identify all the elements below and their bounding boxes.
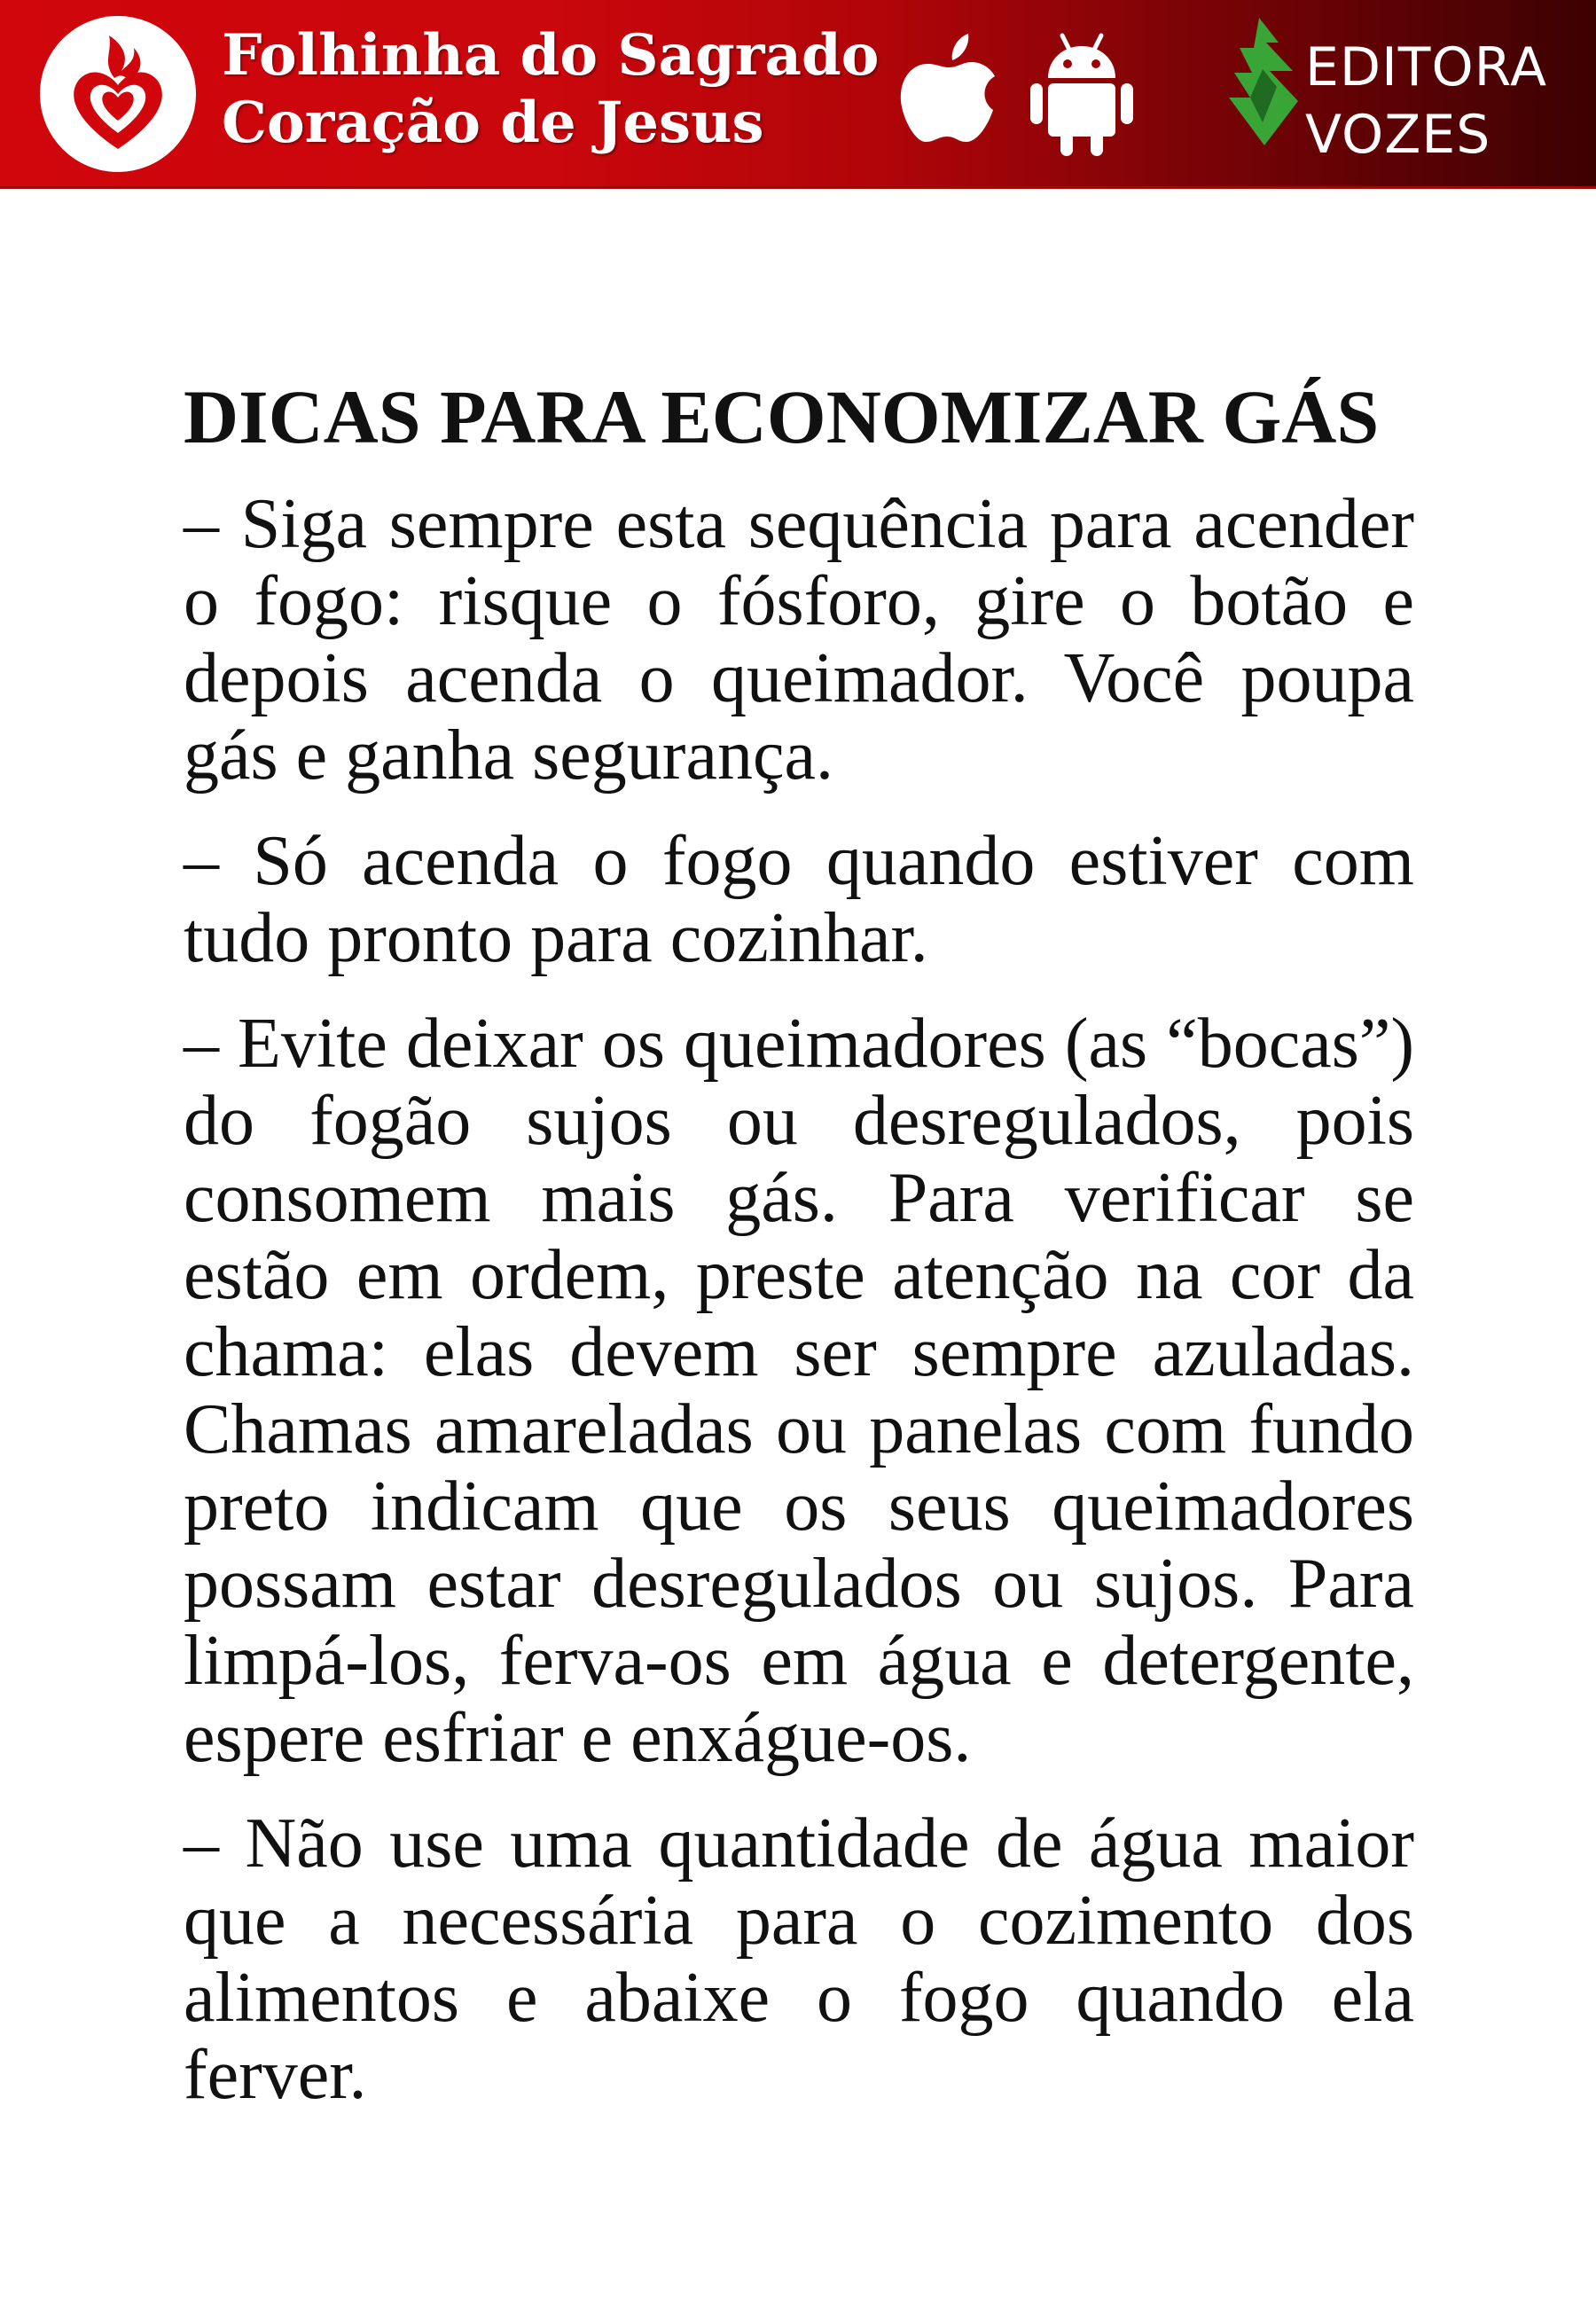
app-header <box>0 0 1596 189</box>
android-icon[interactable] <box>1029 27 1135 160</box>
article-paragraph: – Só acenda o fogo quando estiver com tudo pronto para cozinhar. <box>184 822 1414 977</box>
vozes-leaf-icon <box>1224 16 1303 149</box>
article-paragraph: – Evite deixar os queimadores (as “bocas”) do fogão sujos ou desregulados, pois consomem mais gás. Para verificar se estão em ordem, preste atenção na cor da chama: elas devem ser sempre azuladas. Chamas amareladas ou panelas com fundo preto indicam que os seus queimadores possam estar desregulados ou sujos. Para limpá-los, ferva-os em água e detergente, espere esfriar e enxágue-os. <box>184 1005 1414 1777</box>
apple-icon[interactable] <box>896 27 1002 160</box>
article-paragraph: – Não use uma quantidade de água maior que a necessária para o cozimento dos alimentos e abaixe o fogo quando ela ferver. <box>184 1804 1414 2114</box>
app-title-line2: Coração de Jesus <box>222 90 764 156</box>
publisher-name <box>1305 34 1547 168</box>
sacred-heart-logo-icon[interactable] <box>40 16 196 172</box>
article-paragraph: – Siga sempre esta sequência para acender o fogo: risque o fósforo, gire o botão e depois acenda o queimador. Você poupa gás e ganha segurança. <box>184 485 1414 795</box>
app-title <box>222 22 879 157</box>
publisher-line1: EDITORA <box>1305 36 1547 98</box>
publisher-line2: VOZES <box>1305 104 1491 166</box>
publisher-logo[interactable] <box>1224 16 1578 176</box>
app-title-line1: Folhinha do Sagrado <box>222 22 880 89</box>
heart-flame-icon <box>40 16 196 172</box>
article-title: DICAS PARA ECONOMIZAR GÁS <box>184 374 1380 459</box>
article <box>184 372 1414 2142</box>
